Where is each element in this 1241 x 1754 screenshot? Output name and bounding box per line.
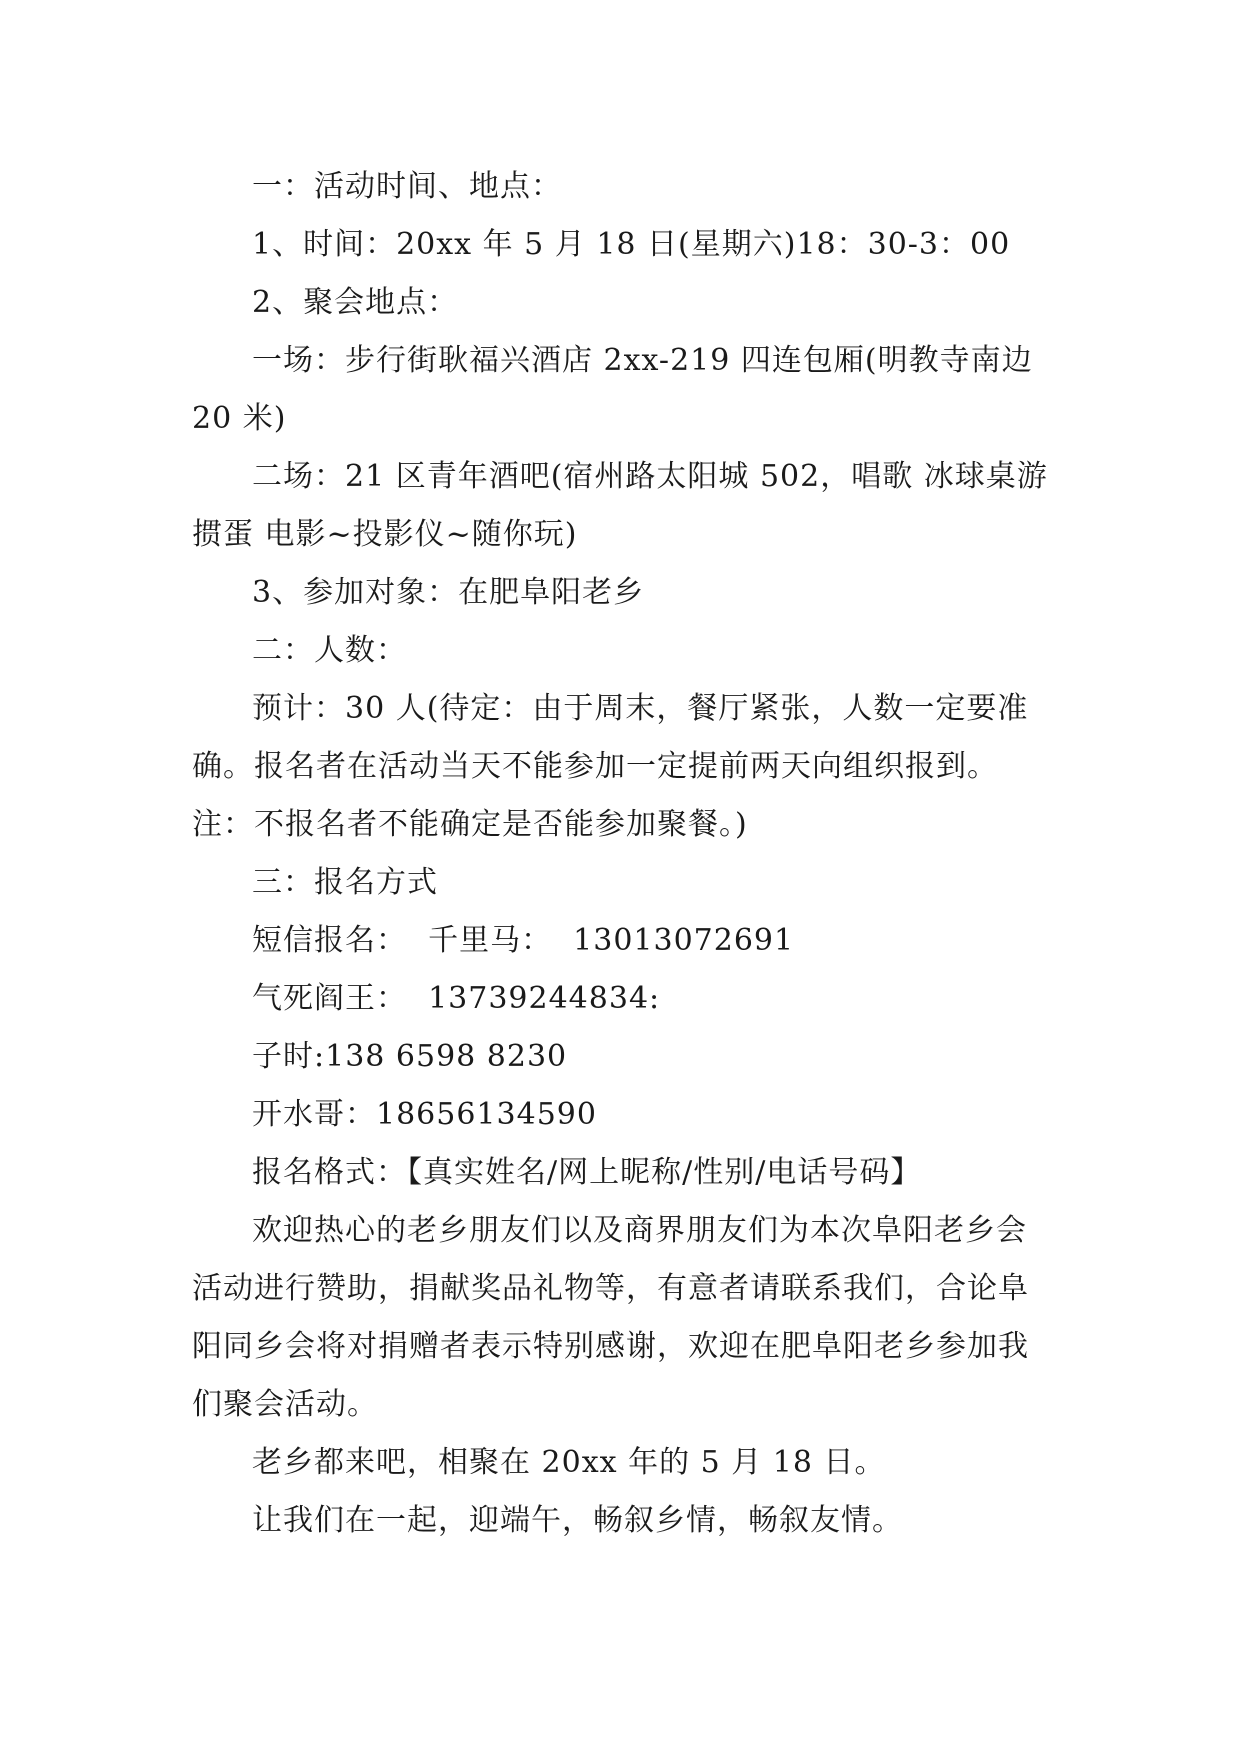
heading-venue: 2、聚会地点： bbox=[252, 285, 459, 320]
sponsorship-welcome: 欢迎热心的老乡朋友们以及商界朋友们为本次阜阳老乡会活动进行赞助，捐献奖品礼物等，有意者请联系我们，合论阜阳同乡会将对捐赠者表示特别感谢，欢迎在肥阜阳老乡参加我们聚会活动。 bbox=[192, 1213, 1029, 1422]
closing-invite: 老乡都来吧，相聚在 20xx 年的 5 月 18 日。 bbox=[252, 1445, 886, 1480]
headcount-estimate: 预计：30 人(待定：由于周末，餐厅紧张，人数一定要准确。报名者在活动当天不能参加一定提前两天向组织报到。注：不报名者不能确定是否能参加聚餐。) bbox=[192, 691, 1029, 842]
event-time: 1、时间：20xx 年 5 月 18 日(星期六)18：30-3：00 bbox=[252, 227, 1011, 262]
contact-kaishuige: 开水哥：18656134590 bbox=[252, 1097, 597, 1132]
contact-qisiyanwang: 气死阎王： 13739244834: bbox=[252, 981, 661, 1016]
heading-registration: 三：报名方式 bbox=[252, 865, 438, 900]
contact-qianlima: 短信报名： 千里马： 13013072691 bbox=[252, 923, 795, 958]
participants: 3、参加对象：在肥阜阳老乡 bbox=[252, 575, 645, 610]
registration-format: 报名格式：【真实姓名/网上昵称/性别/电话号码】 bbox=[252, 1155, 922, 1190]
heading-headcount: 二：人数： bbox=[252, 633, 407, 668]
document-body bbox=[192, 158, 1059, 1550]
closing-wish: 让我们在一起，迎端午，畅叙乡情，畅叙友情。 bbox=[252, 1503, 903, 1538]
venue-second: 二场：21 区青年酒吧(宿州路太阳城 502，唱歌 冰球桌游 掼蛋 电影~投影仪~随你玩) bbox=[192, 459, 1059, 552]
contact-zishi: 子时:138 6598 8230 bbox=[252, 1039, 568, 1074]
venue-first: 一场：步行街耿福兴酒店 2xx-219 四连包厢(明教寺南边 20 米) bbox=[192, 343, 1044, 436]
heading-time-place: 一：活动时间、地点： bbox=[252, 169, 562, 204]
